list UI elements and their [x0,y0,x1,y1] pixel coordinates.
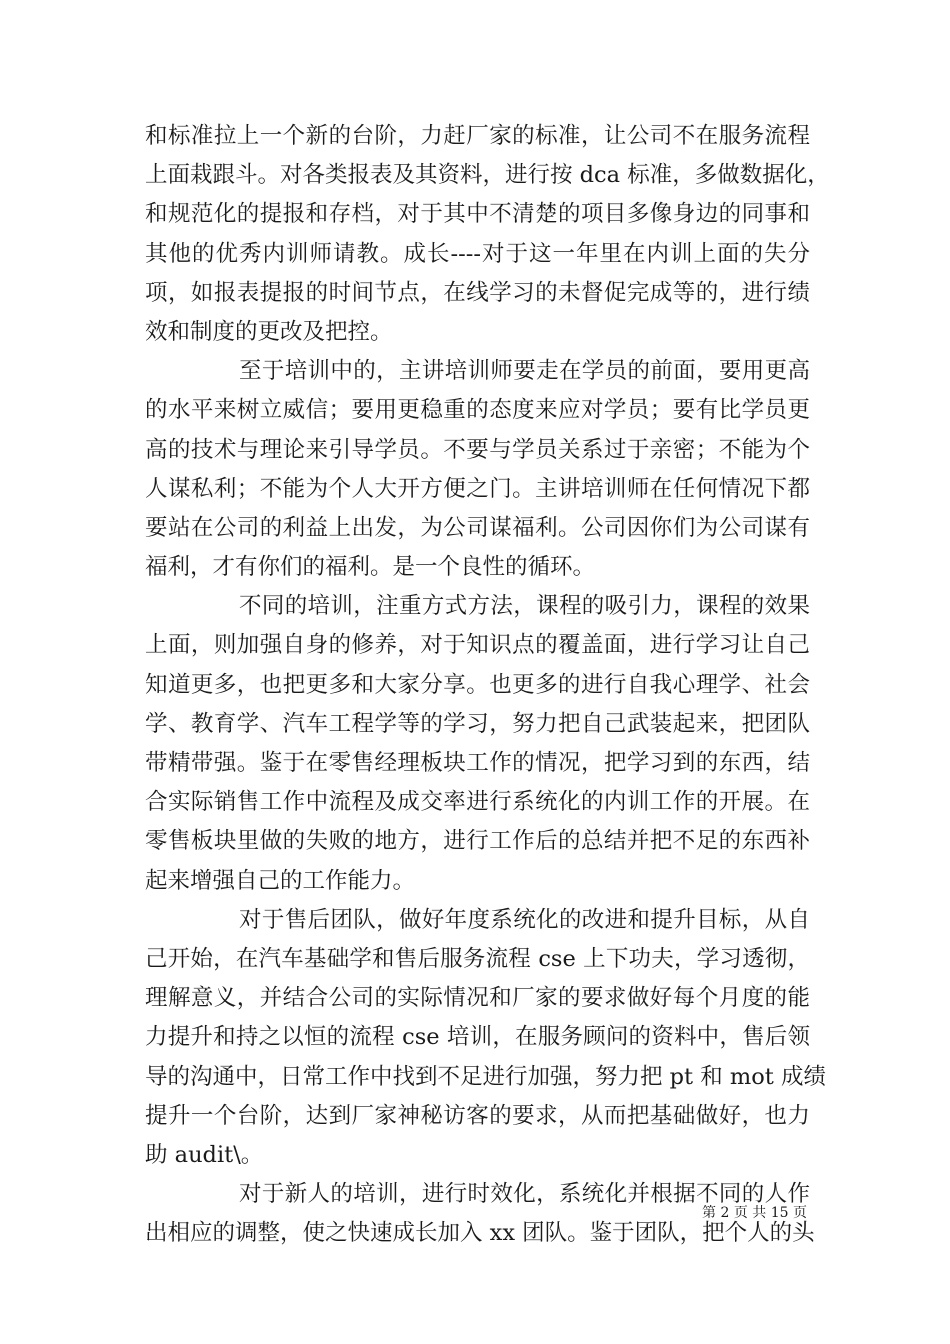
paragraph-4 [145,901,826,1175]
text-line: 学、教育学、汽车工程学等的学习，努力把自己武装起来，把团队 [145,710,810,737]
text-line: 提升一个台阶，达到厂家神秘访客的要求，从而把基础做好，也力 [145,1102,810,1129]
text-line: 其他的优秀内训师请教。成长----对于这一年里在内训上面的失分 [145,240,810,267]
paragraph-2 [145,352,810,587]
text-line: 导的沟通中，日常工作中找到不足进行加强，努力把 pt 和 mot 成绩 [145,1063,826,1090]
text-line: 上面，则加强自身的修养，对于知识点的覆盖面，进行学习让自己 [145,632,810,659]
text-line: 至于培训中的，主讲培训师要走在学员的前面，要用更高 [239,358,810,385]
text-line: 力提升和持之以恒的流程 cse 培训，在服务顾问的资料中，售后领 [145,1024,810,1051]
text-line: 不同的培训，注重方式方法，课程的吸引力，课程的效果 [239,593,810,620]
text-line: 出相应的调整，使之快速成长加入 xx 团队。鉴于团队，把个人的头 [145,1220,815,1247]
text-line: 的水平来树立威信；要用更稳重的态度来应对学员；要有比学员更 [145,397,810,424]
text-line: 知道更多，也把更多和大家分享。也更多的进行自我心理学、社会 [145,671,810,698]
text-line: 零售板块里做的失败的地方，进行工作后的总结并把不足的东西补 [145,828,810,855]
text-line: 合实际销售工作中流程及成交率进行系统化的内训工作的开展。在 [145,789,810,816]
text-line: 和标准拉上一个新的台阶，力赶厂家的标准，让公司不在服务流程 [145,123,810,149]
text-line: 高的技术与理论来引导学员。不要与学员关系过于亲密；不能为个 [145,436,810,463]
text-line: 人谋私利；不能为个人大开方便之门。主讲培训师在任何情况下都 [145,475,810,502]
paragraph-1 [145,117,830,352]
text-line: 和规范化的提报和存档，对于其中不清楚的项目多像身边的同事和 [145,201,810,228]
text-line: 福利，才有你们的福利。是一个良性的循环。 [145,554,596,581]
text-line: 理解意义，并结合公司的实际情况和厂家的要求做好每个月度的能 [145,985,810,1012]
page-number-footer: 第 2 页 共 15 页 [702,1205,807,1221]
text-line: 带精带强。鉴于在零售经理板块工作的情况，把学习到的东西，结 [145,750,810,776]
text-line: 己开始，在汽车基础学和售后服务流程 cse 上下功夫，学习透彻， [145,945,810,972]
document-body [145,117,830,1253]
text-line: 对于售后团队，做好年度系统化的改进和提升目标，从自 [239,906,810,933]
text-line: 对于新人的培训，进行时效化，系统化并根据不同的人作 [239,1181,810,1208]
text-line: 上面栽跟斗。对各类报表及其资料，进行按 dca 标准，多做数据化， [145,162,830,189]
text-line: 起来增强自己的工作能力。 [145,867,416,894]
text-line: 项，如报表提报的时间节点，在线学习的未督促完成等的，进行绩 [145,279,810,306]
text-line: 要站在公司的利益上出发，为公司谋福利。公司因你们为公司谋有 [145,514,810,541]
paragraph-3 [145,587,810,901]
text-line: 效和制度的更改及把控。 [145,318,393,345]
text-line: 助 audit\。 [145,1141,264,1168]
